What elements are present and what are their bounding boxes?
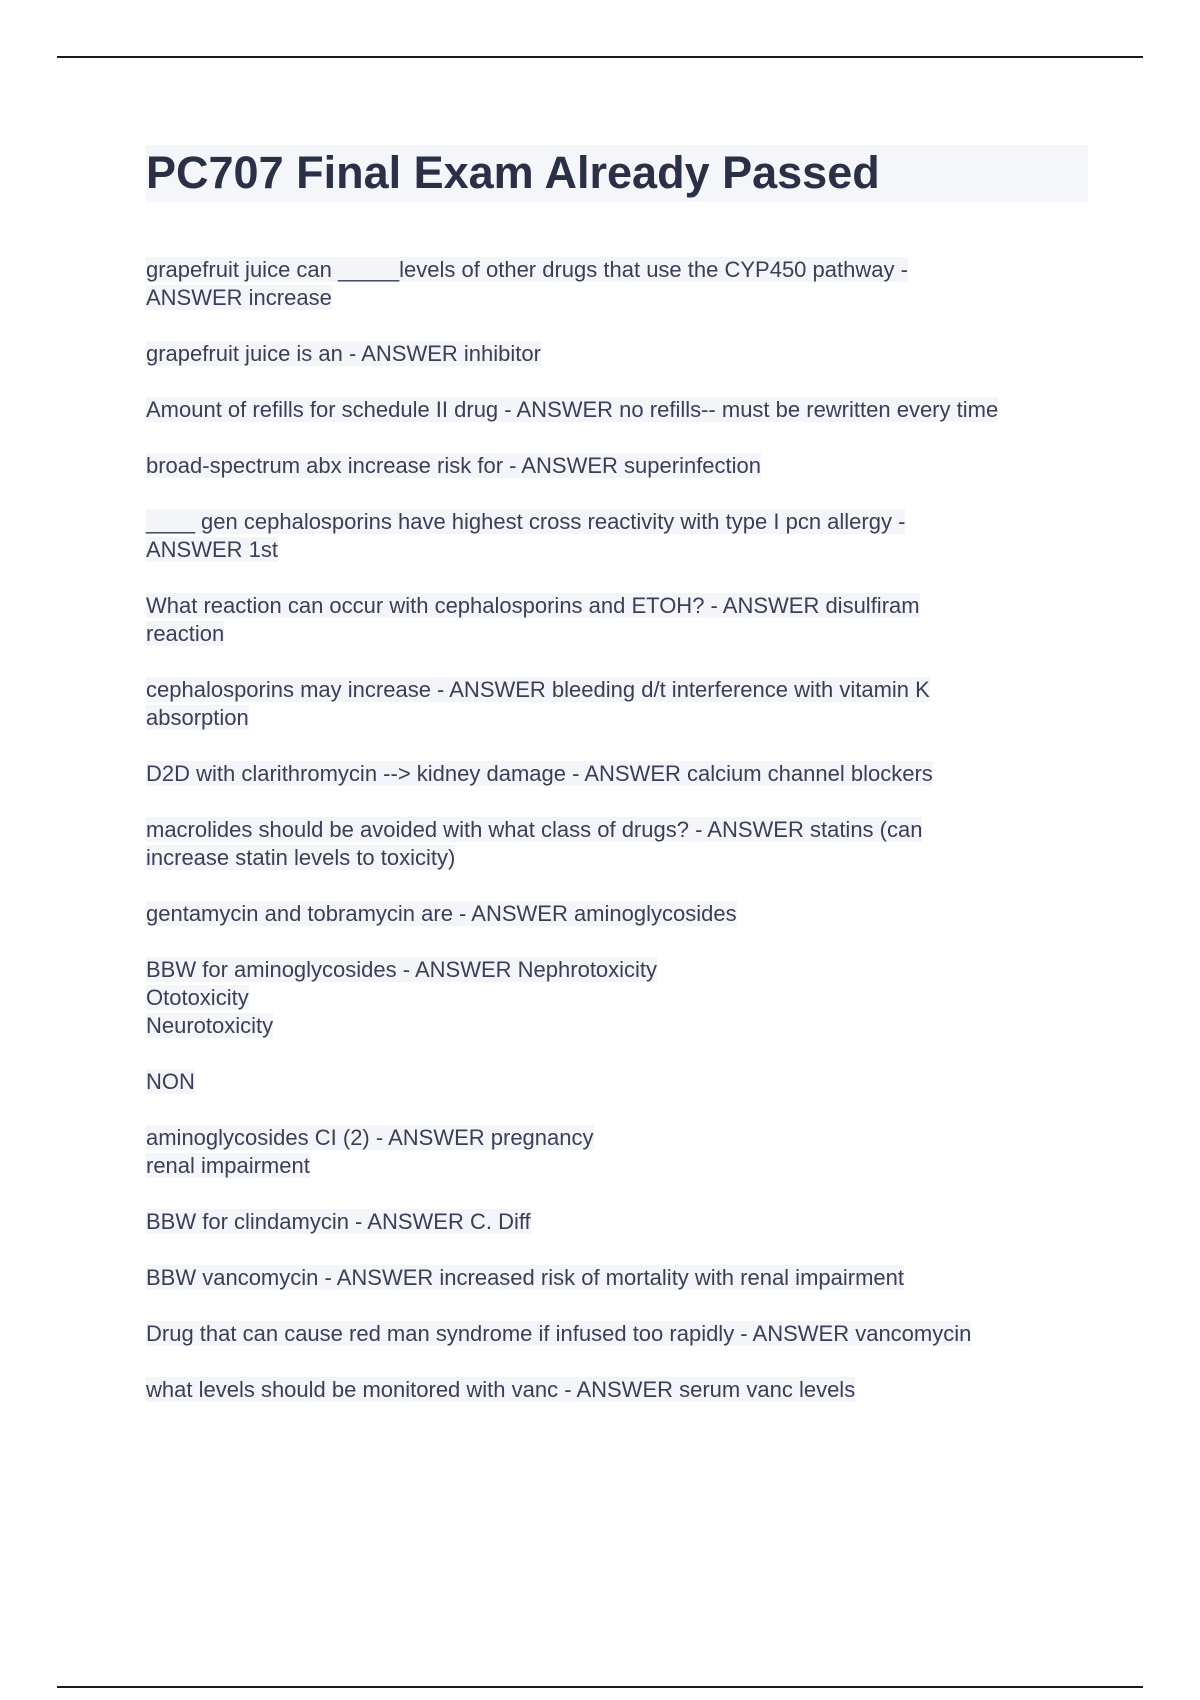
qa-text: Amount of refills for schedule II drug - ANSWER no refills-- must be rewritten every time — [146, 397, 999, 422]
qa-item — [146, 1124, 1096, 1180]
qa-item — [146, 1264, 1096, 1292]
qa-item — [146, 760, 1096, 788]
qa-item — [146, 1208, 1096, 1236]
top-rule — [57, 56, 1143, 58]
qa-text: cephalosporins may increase - ANSWER bleeding d/t interference with vitamin K absorption — [146, 677, 930, 730]
qa-text: macrolides should be avoided with what class of drugs? - ANSWER statins (can increase statin levels to toxicity) — [146, 817, 923, 870]
qa-text: BBW for clindamycin - ANSWER C. Diff — [146, 1209, 531, 1234]
qa-text: broad-spectrum abx increase risk for - ANSWER superinfection — [146, 453, 762, 478]
qa-item — [146, 256, 1096, 312]
qa-text: BBW vancomycin - ANSWER increased risk of mortality with renal impairment — [146, 1265, 904, 1290]
document-title: PC707 Final Exam Already Passed — [146, 147, 880, 198]
qa-item — [146, 452, 1096, 480]
qa-text: grapefruit juice can _____levels of other drugs that use the CYP450 pathway - ANSWER increase — [146, 257, 908, 310]
qa-text: What reaction can occur with cephalosporins and ETOH? - ANSWER disulfiram reaction — [146, 593, 920, 646]
bottom-rule — [57, 1686, 1143, 1688]
qa-item — [146, 1376, 1096, 1404]
qa-text: D2D with clarithromycin --> kidney damage - ANSWER calcium channel blockers — [146, 761, 933, 786]
qa-text: what levels should be monitored with vanc - ANSWER serum vanc levels — [146, 1377, 856, 1402]
qa-item — [146, 592, 1096, 648]
qa-item — [146, 956, 1096, 1040]
qa-item — [146, 508, 1096, 564]
qa-text: aminoglycosides CI (2) - ANSWER pregnancy renal impairment — [146, 1125, 594, 1178]
qa-list — [146, 256, 1096, 1432]
qa-text: BBW for aminoglycosides - ANSWER Nephrotoxicity Ototoxicity Neurotoxicity — [146, 957, 658, 1038]
qa-text: NON — [146, 1069, 195, 1094]
qa-text: ____ gen cephalosporins have highest cross reactivity with type I pcn allergy - ANSWER 1st — [146, 509, 906, 562]
qa-item — [146, 340, 1096, 368]
qa-item — [146, 396, 1096, 424]
qa-item — [146, 816, 1096, 872]
qa-text: grapefruit juice is an - ANSWER inhibitor — [146, 341, 541, 366]
qa-text: gentamycin and tobramycin are - ANSWER aminoglycosides — [146, 901, 737, 926]
qa-item — [146, 676, 1096, 732]
qa-item — [146, 1320, 1096, 1348]
qa-text: Drug that can cause red man syndrome if infused too rapidly - ANSWER vancomycin — [146, 1321, 972, 1346]
qa-item — [146, 1068, 1096, 1096]
qa-item — [146, 900, 1096, 928]
